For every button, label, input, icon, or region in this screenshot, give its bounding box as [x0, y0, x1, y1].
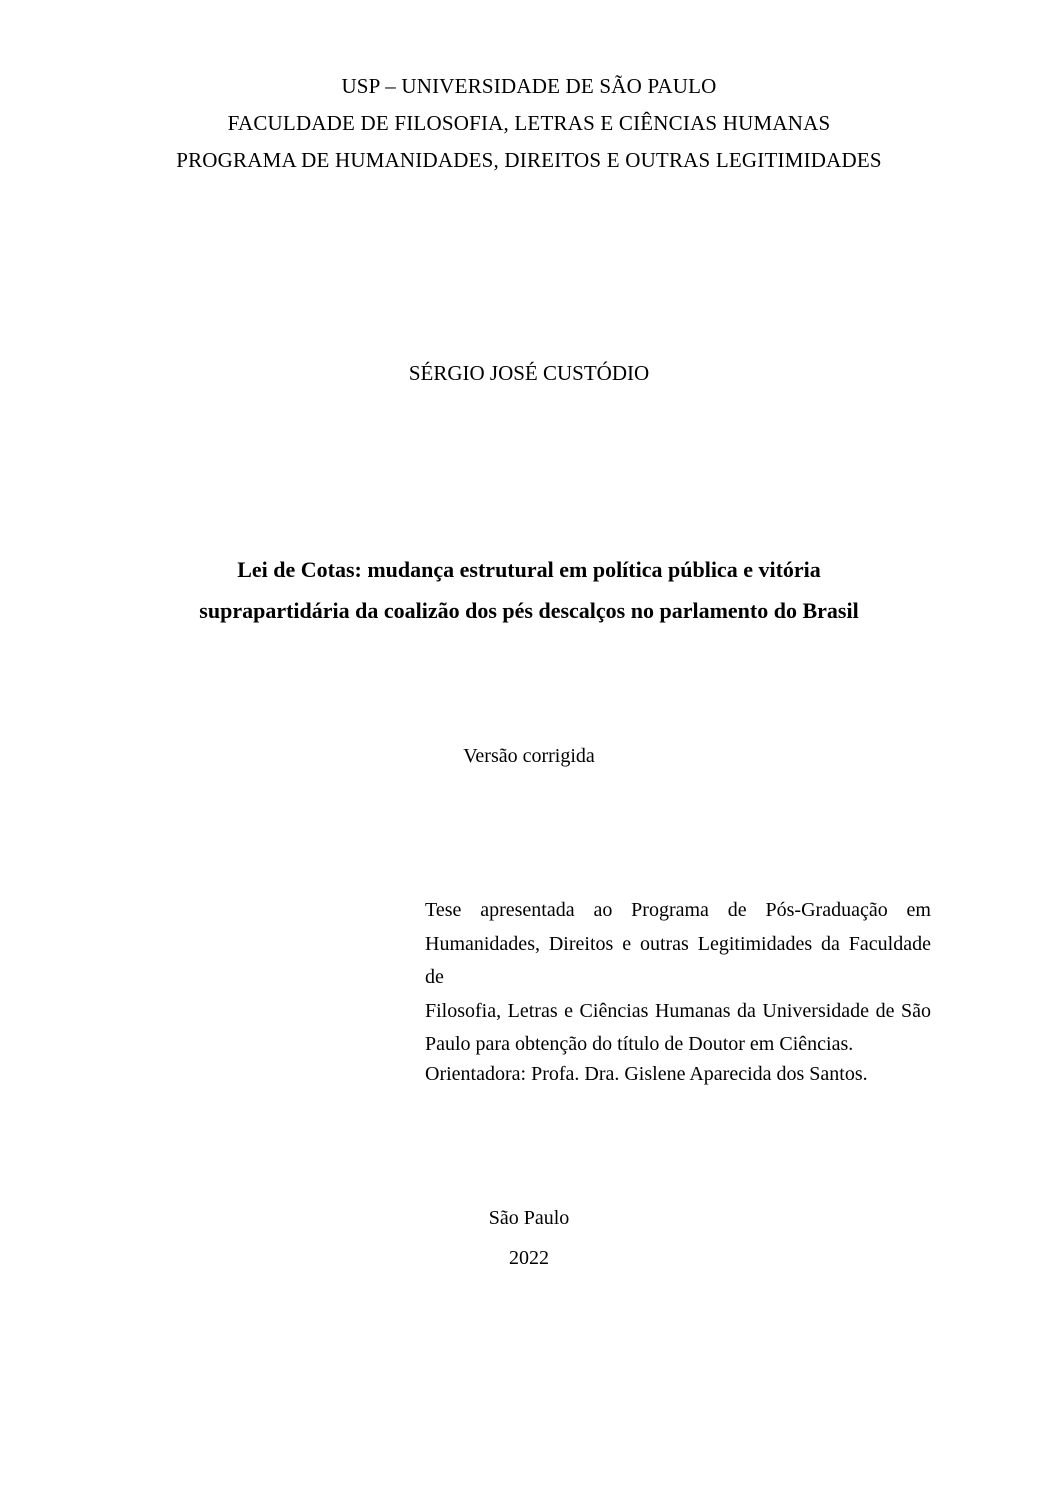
- thesis-title-line-2: suprapartidária da coalizão dos pés descalços no parlamento do Brasil: [199, 598, 859, 623]
- institution-line-university: USP – UNIVERSIDADE DE SÃO PAULO: [341, 74, 717, 98]
- thesis-note-line-3: Filosofia, Letras e Ciências Humanas da Universidade de São: [425, 999, 931, 1022]
- author-name: SÉRGIO JOSÉ CUSTÓDIO: [408, 361, 650, 385]
- imprint-place: São Paulo: [488, 1207, 570, 1229]
- version-note: Versão corrigida: [463, 745, 595, 767]
- advisor-credit: Orientadora: Profa. Dra. Gislene Aparecida dos Santos.: [425, 1063, 868, 1085]
- thesis-note-line-1: Tese apresentada ao Programa de Pós-Graduação em: [425, 899, 931, 921]
- thesis-title-line-1: Lei de Cotas: mudança estrutural em política pública e vitória: [237, 557, 821, 582]
- institution-line-program: PROGRAMA DE HUMANIDADES, DIREITOS E OUTRAS LEGITIMIDADES: [176, 148, 882, 172]
- institution-line-faculty: FACULDADE DE FILOSOFIA, LETRAS E CIÊNCIAS HUMANAS: [227, 111, 831, 135]
- imprint-year: 2022: [509, 1247, 549, 1269]
- thesis-note-line-4: Paulo para obtenção do título de Doutor em Ciências.: [425, 1033, 854, 1056]
- thesis-note-line-2: Humanidades, Direitos e outras Legitimidades da Faculdade de: [425, 932, 931, 989]
- thesis-title: [0, 549, 1058, 631]
- imprint-block: [0, 1198, 1058, 1278]
- institution-header: [0, 68, 1058, 179]
- thesis-presentation-note: [425, 894, 931, 1062]
